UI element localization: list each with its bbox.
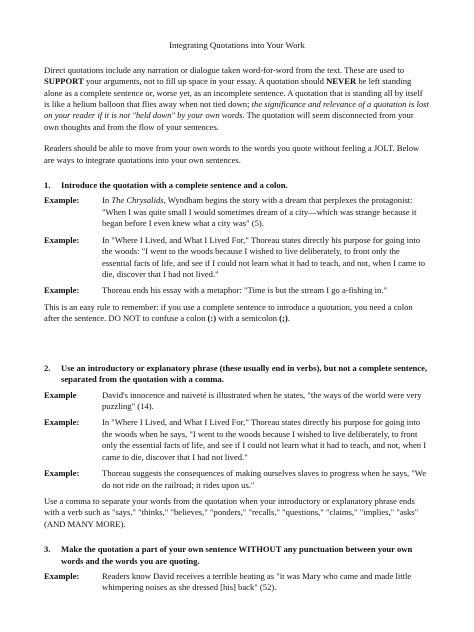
section-1-note — [44, 302, 430, 325]
example-text: Readers know David receives a terrible beating as "it was Mary who came and made little whimpering noises as she dressed [his] back" (52). — [102, 571, 412, 593]
semicolon-symbol: (;) — [279, 313, 288, 324]
intro-paragraph-1 — [44, 65, 430, 134]
section-1-example-2 — [44, 235, 430, 281]
spacer — [44, 335, 430, 349]
example-label: Example: — [44, 417, 80, 428]
example-label-text: Example — [44, 468, 77, 479]
example-label: Example: — [44, 234, 80, 245]
book-title: The Chrysalids — [111, 195, 164, 206]
example-label: Example: — [44, 195, 80, 206]
section-3-example-1 — [44, 571, 430, 594]
note-text-c: . — [287, 313, 290, 324]
example-label-text: Example — [44, 285, 77, 296]
section-2-number: 2. — [44, 362, 51, 373]
section-1-title: Introduce the quotation with a complete sentence and a colon. — [61, 180, 288, 191]
section-1-example-3 — [44, 285, 430, 296]
example-label-text: Example — [44, 234, 77, 245]
section-2-title: Use an introductory or explanatory phrase (these usually end in verbs), but not a complete sentence, separated from the quotation with a comma. — [61, 362, 428, 385]
example-label-text: Example — [44, 417, 77, 428]
example-label-text: Example — [44, 195, 77, 206]
example-label: Example: — [44, 571, 80, 582]
example-text-pre: In — [102, 195, 112, 206]
never-emphasis: NEVER — [326, 76, 357, 87]
intro-text-b: your arguments, not to fill up space in your essay. A quotation should — [83, 76, 327, 87]
section-2-example-3 — [44, 468, 430, 491]
example-text: In "Where I Lived, and What I Lived For," Thoreau states directly his purpose for going into the woods when he says, "I went to the woods because I wished to live deliberately, to front only the essential facts of life, and see if I could not learn what it had to teach, and not, when I came to die, discover that I had not lived." — [102, 417, 427, 462]
note-text-b: with a semicolon — [216, 313, 280, 324]
section-2-example-1 — [44, 390, 430, 413]
example-text: Thoreau suggests the consequences of making ourselves slaves to progress when he says, "We do not ride on the railroad; it rides upon us." — [102, 468, 427, 490]
example-label: Example: — [44, 285, 80, 296]
intro-text-a: Direct quotations include any narration or dialogue taken word-for-word from the text. These are used to — [44, 64, 405, 75]
colon-symbol: (:) — [207, 313, 217, 324]
example-label: Example — [44, 389, 77, 400]
section-1-heading — [44, 180, 430, 191]
example-text — [102, 195, 430, 229]
intro-text-c: be left standing alone as a complete sentence or, worse yet, as an incomplete sentence. A quotation that is standing all by itself is like a helium balloon that flies away when not tied down; — [44, 76, 423, 109]
support-emphasis: SUPPORT — [44, 76, 84, 87]
example-text: Thoreau ends his essay with a metaphor: "Time is but the stream I go a-fishing in." — [102, 285, 387, 296]
section-1-number: 1. — [44, 180, 51, 191]
document-title: Integrating Quotations into Your Work — [169, 40, 305, 50]
section-2-note: Use a comma to separate your words from the quotation when your introductory or explanatory phrase ends with a verb such as "says," "thinks," "believes," "ponders," "recalls," "questions," "claims," "implies," "asks" (AND MANY MORE). — [44, 495, 419, 529]
example-label-text: Example — [44, 571, 77, 582]
section-3-heading — [44, 544, 430, 567]
intro-text-d: The quotation will seem disconnected from your own thoughts and from the flow of your sentences. — [44, 110, 414, 132]
intro-paragraph-2: Readers should be able to move from your own words to the words you quote without feeling a JOLT. Below are ways to integrate quotations into your own sentences. — [44, 143, 420, 165]
example-text-post: , Wyndham begins the story with a dream that perplexes the protagonist: "When I was quite small I would sometimes dream of a city—which was strange because it began before I even knew what a city was" (5). — [102, 195, 417, 229]
section-3-number: 3. — [44, 544, 51, 555]
section-2-example-2 — [44, 417, 430, 463]
example-text: In "Where I Lived, and What I Lived For," Thoreau states directly his purpose for going into the woods: "I went to the woods because I wished to live deliberately, to front only the essential facts of life, and see if I could not learn what it had to teach, and not, when I came to die, discover that I had not lived." — [102, 234, 426, 280]
note-text-a: This is an easy rule to remember: if you use a complete sentence to introduce a quotation, you need a colon after the sentence. DO NOT to confuse a colon — [44, 301, 413, 324]
section-1-example-1 — [44, 195, 430, 229]
section-3-title: Make the quotation a part of your own sentence WITHOUT any punctuation between your own words and the words you are quoting. — [61, 544, 413, 566]
intro-italic-text: the significance and relevance of a quotation is lost on your reader if it is not "held down" by your own words. — [44, 98, 429, 121]
example-text: David's innocence and naiveté is illustrated when he states, "the ways of the world were very puzzling" (14). — [102, 389, 422, 411]
section-2-heading — [44, 363, 430, 386]
example-label: Example: — [44, 468, 80, 479]
